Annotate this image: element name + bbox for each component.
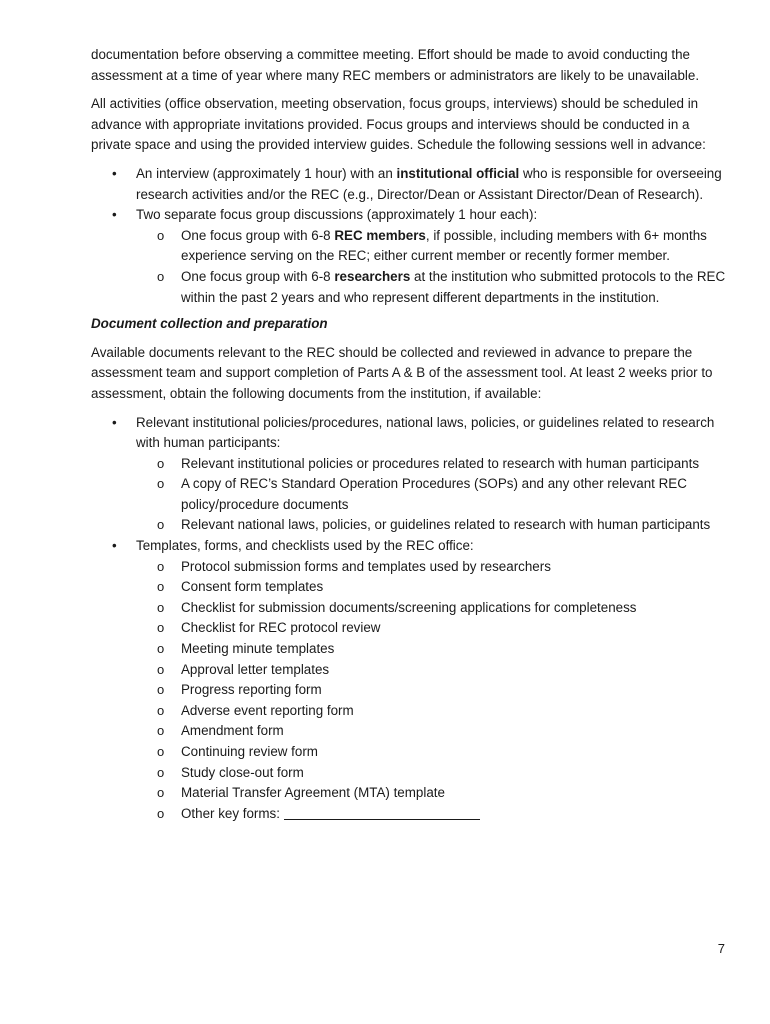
policies-sublist bbox=[136, 454, 731, 536]
bullet-icon: • bbox=[112, 414, 117, 430]
list-item: o Material Transfer Agreement (MTA) template bbox=[136, 783, 731, 804]
list-item: o Protocol submission forms and templates used by researchers bbox=[136, 557, 731, 578]
document-page bbox=[91, 45, 731, 824]
list-item: o Continuing review form bbox=[136, 742, 731, 763]
list-item: o Meeting minute templates bbox=[136, 639, 731, 660]
circle-bullet-icon: o bbox=[157, 702, 165, 718]
circle-bullet-icon: o bbox=[157, 579, 165, 595]
circle-bullet-icon: o bbox=[157, 764, 165, 780]
section-heading: Document collection and preparation bbox=[91, 316, 328, 332]
circle-bullet-icon: o bbox=[157, 517, 165, 533]
list-item: o Amendment form bbox=[136, 721, 731, 742]
fill-in-blank-line[interactable] bbox=[284, 805, 480, 820]
bold-term: institutional official bbox=[396, 165, 520, 181]
list-item: o Approval letter templates bbox=[136, 660, 731, 681]
circle-bullet-icon: o bbox=[157, 661, 165, 677]
focus-group-sublist bbox=[136, 226, 731, 308]
circle-bullet-icon: o bbox=[157, 641, 165, 657]
list-item: o Progress reporting form bbox=[136, 680, 731, 701]
list-item-other-forms: o Other key forms: bbox=[136, 804, 731, 825]
documents-list bbox=[91, 413, 731, 825]
list-item-templates: • Templates, forms, and checklists used by the REC office: o Protocol submission forms and templates used by researchers o Consent form templates o Checklist for submission documents/screening applications for completeness o Checklist for REC protocol review o Meeting minute templates o Approval letter templates o Progress reporting form o Adverse event reporting form o Amendment form o Continuing review form o Study close-out form o Material Transfer Agreement (MTA) template o Other key forms: bbox=[91, 536, 731, 824]
circle-bullet-icon: o bbox=[157, 682, 165, 698]
intro-paragraph-2: All activities (office observation, meeting observation, focus groups, interviews) should be scheduled in advance with appropriate invitations provided. Focus groups and interviews should be conducted in a private space and using the provided interview guides. Schedule the following sessions well in advance: bbox=[91, 96, 706, 153]
circle-bullet-icon: o bbox=[157, 785, 165, 801]
bullet-icon: • bbox=[112, 165, 117, 181]
list-item-fg-researchers: o One focus group with 6-8 researchers at the institution who submitted protocols to the REC within the past 2 years and who represent different departments in the institution. bbox=[157, 268, 726, 305]
list-item-interview: • An interview (approximately 1 hour) with an institutional official who is responsible for overseeing research activities and/or the REC (e.g., Director/Dean or Assistant Director/Dean of Research). bbox=[112, 165, 722, 202]
templates-sublist bbox=[136, 557, 731, 825]
list-item-policies: • Relevant institutional policies/procedures, national laws, policies, or guidelines related to research with human participants: o Relevant institutional policies or procedures related to research with human participants o A copy of REC’s Standard Operation Procedures (SOPs) and any other relevant REC policy/procedure documents o Relevant national laws, policies, or guidelines related to research with human participants bbox=[91, 413, 731, 537]
list-item: o Checklist for submission documents/screening applications for completeness bbox=[136, 598, 731, 619]
list-item: o Checklist for REC protocol review bbox=[136, 618, 731, 639]
list-item: o Study close-out form bbox=[136, 763, 731, 784]
circle-bullet-icon: o bbox=[157, 744, 165, 759]
list-item: o Consent form templates bbox=[136, 577, 731, 598]
list-item: o Relevant national laws, policies, or guidelines related to research with human participants bbox=[136, 515, 731, 536]
list-item: o A copy of REC’s Standard Operation Procedures (SOPs) and any other relevant REC policy/procedure documents bbox=[157, 476, 687, 512]
circle-bullet-icon: o bbox=[157, 455, 165, 471]
bold-term: REC members bbox=[334, 227, 426, 243]
circle-bullet-icon: o bbox=[157, 558, 165, 574]
docs-paragraph: Available documents relevant to the REC should be collected and reviewed in advance to prepare the assessment team and support completion of Parts A & B of the assessment tool. At least 2 weeks prior to assessment, obtain the following documents from the institution, if available: bbox=[91, 344, 713, 401]
circle-bullet-icon: o bbox=[157, 268, 165, 284]
circle-bullet-icon: o bbox=[157, 599, 165, 615]
circle-bullet-icon: o bbox=[157, 805, 165, 821]
bullet-icon: • bbox=[112, 538, 117, 554]
bold-term: researchers bbox=[334, 268, 411, 284]
list-item-fg-rec-members: o One focus group with 6-8 REC members, if possible, including members with 6+ months experience serving on the REC; either current member or recently former member. bbox=[157, 227, 707, 264]
circle-bullet-icon: o bbox=[157, 227, 165, 243]
circle-bullet-icon: o bbox=[157, 476, 165, 492]
circle-bullet-icon: o bbox=[157, 723, 165, 739]
circle-bullet-icon: o bbox=[157, 620, 165, 636]
sessions-list bbox=[91, 164, 731, 308]
list-item: o Relevant institutional policies or procedures related to research with human participants bbox=[136, 454, 731, 475]
intro-paragraph-1: documentation before observing a committee meeting. Effort should be made to avoid conducting the assessment at a time of year where many REC members or administrators are likely to be unavailable. bbox=[91, 47, 700, 83]
list-item-focus-groups: • Two separate focus group discussions (approximately 1 hour each): o One focus group with 6-8 REC members, if possible, including members with 6+ months experience serving on the REC; either current member or recently former member. o One focus group with 6-8 researchers at the institution who submitted protocols to the REC within the past 2 years and who represent different departments in the institution. bbox=[91, 205, 731, 308]
bullet-icon: • bbox=[112, 207, 117, 223]
list-item: o Adverse event reporting form bbox=[136, 701, 731, 722]
page-number: 7 bbox=[717, 941, 725, 956]
